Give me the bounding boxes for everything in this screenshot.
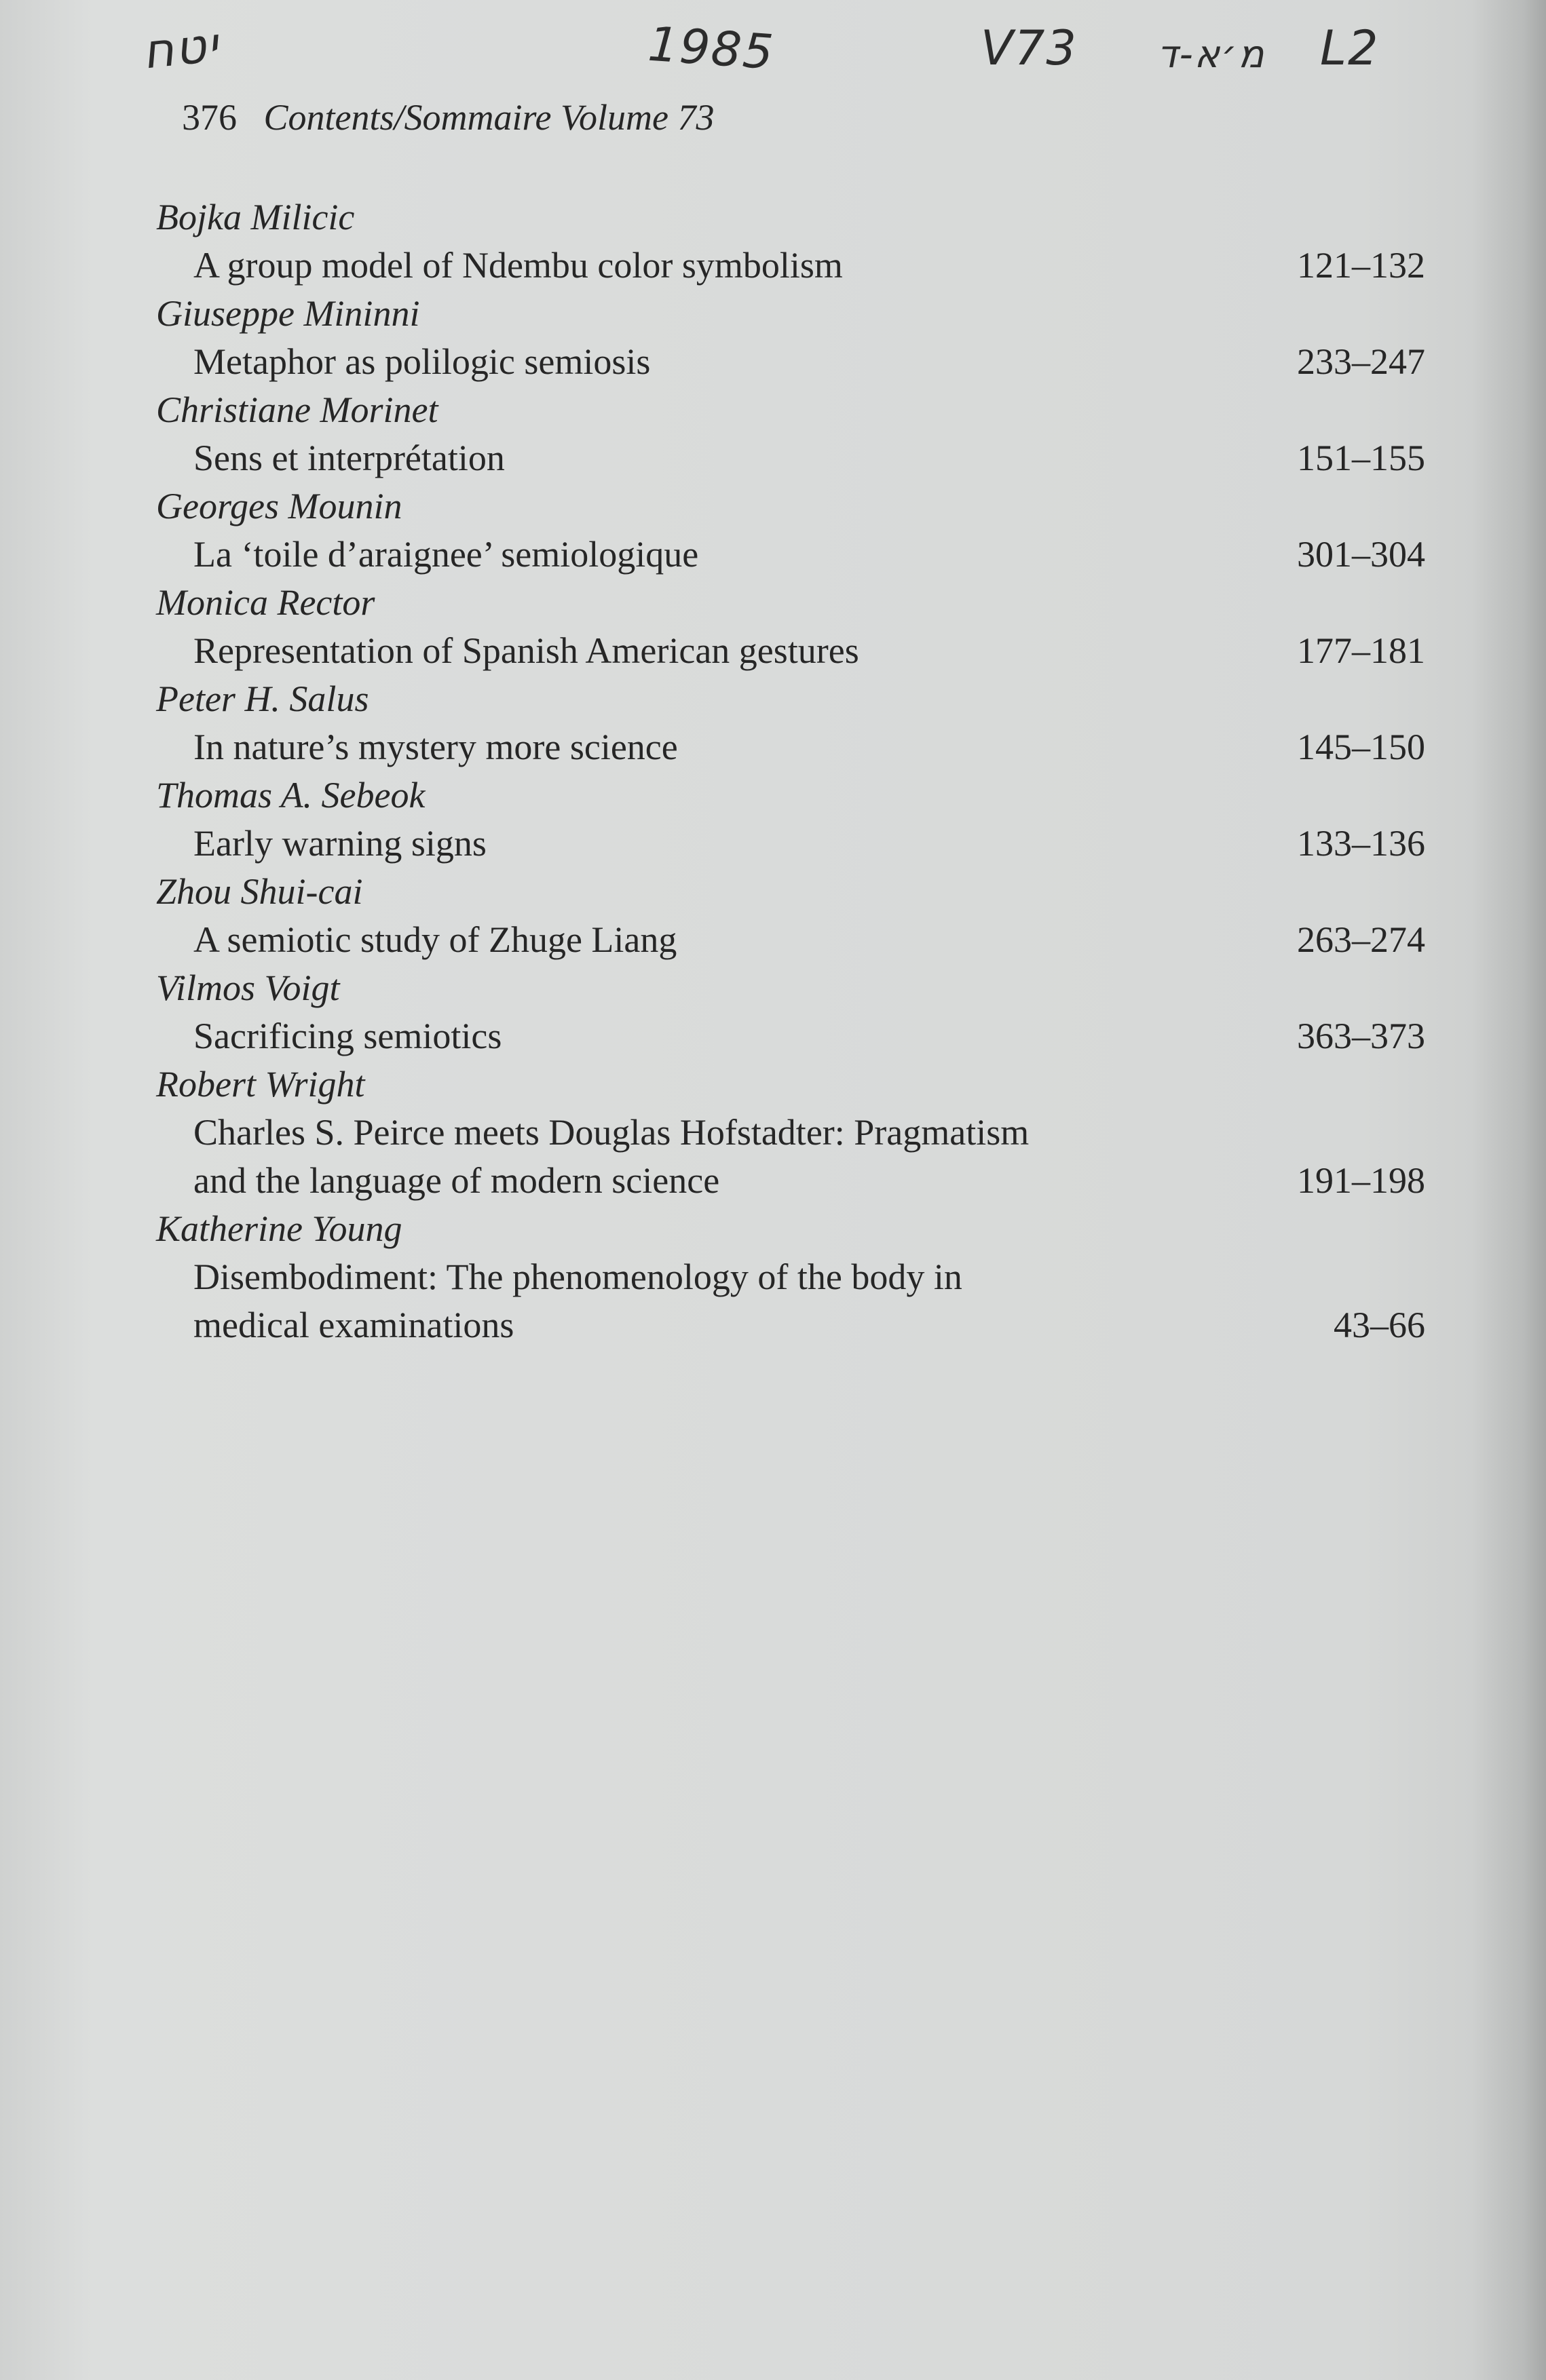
toc-entry <box>156 868 1425 964</box>
entry-author: Christiane Morinet <box>156 389 438 430</box>
handwritten-note: מ׳א-ד <box>1157 33 1266 77</box>
handwritten-note: V73 <box>981 20 1078 76</box>
handwritten-note: 1985 <box>646 16 776 81</box>
entry-pages: 133–136 <box>1297 823 1425 864</box>
entry-pages: 363–373 <box>1297 1016 1425 1056</box>
table-of-contents <box>156 193 1425 1349</box>
entry-pages: 145–150 <box>1297 727 1425 767</box>
entry-author: Vilmos Voigt <box>156 967 340 1008</box>
entry-author: Thomas A. Sebeok <box>156 775 426 815</box>
entry-title: A semiotic study of Zhuge Liang <box>193 919 677 960</box>
entry-author: Katherine Young <box>156 1208 402 1249</box>
handwritten-note: L2 <box>1320 20 1380 76</box>
entry-title-continued: medical examinations <box>193 1305 514 1345</box>
entry-author: Robert Wright <box>156 1064 365 1105</box>
entry-title: A group model of Ndembu color symbolism <box>193 245 843 286</box>
toc-entry <box>156 675 1425 771</box>
page-edge-shadow <box>1471 0 1546 2380</box>
entry-pages: 233–247 <box>1297 341 1425 382</box>
running-head-title: Contents/Sommaire Volume 73 <box>263 97 715 138</box>
entry-author: Peter H. Salus <box>156 678 369 719</box>
entry-title: Charles S. Peirce meets Douglas Hofstadter: Pragmatism <box>193 1112 1030 1153</box>
entry-title: Metaphor as polilogic semiosis <box>193 341 651 382</box>
toc-entry <box>156 1205 1425 1349</box>
entry-title: In nature’s mystery more science <box>193 727 678 767</box>
handwritten-note: יטח <box>140 16 222 80</box>
entry-author: Bojka Milicic <box>156 197 355 237</box>
entry-title: La ‘toile d’araignee’ semiologique <box>193 534 699 575</box>
entry-author: Zhou Shui-cai <box>156 871 363 912</box>
entry-title: Disembodiment: The phenomenology of the body in <box>193 1256 962 1297</box>
toc-entry <box>156 386 1425 482</box>
entry-title: Early warning signs <box>193 823 487 864</box>
entry-title: Sens et interprétation <box>193 438 505 478</box>
entry-pages: 301–304 <box>1297 534 1425 575</box>
toc-entry <box>156 482 1425 579</box>
entry-title: Sacrificing semiotics <box>193 1016 502 1056</box>
toc-entry <box>156 290 1425 386</box>
entry-title-continued: and the language of modern science <box>193 1160 720 1201</box>
toc-entry <box>156 193 1425 290</box>
entry-pages: 191–198 <box>1297 1160 1425 1201</box>
page-number: 376 <box>182 97 237 138</box>
entry-author: Giuseppe Mininni <box>156 293 420 334</box>
running-head <box>182 96 714 138</box>
toc-entry <box>156 1060 1425 1205</box>
toc-entry <box>156 579 1425 675</box>
toc-entry <box>156 771 1425 868</box>
entry-pages: 43–66 <box>1334 1305 1425 1345</box>
entry-pages: 121–132 <box>1297 245 1425 286</box>
entry-author: Georges Mounin <box>156 486 402 526</box>
toc-entry <box>156 964 1425 1060</box>
entry-author: Monica Rector <box>156 582 375 623</box>
entry-pages: 177–181 <box>1297 630 1425 671</box>
entry-pages: 263–274 <box>1297 919 1425 960</box>
entry-title: Representation of Spanish American gestures <box>193 630 859 671</box>
entry-pages: 151–155 <box>1297 438 1425 478</box>
